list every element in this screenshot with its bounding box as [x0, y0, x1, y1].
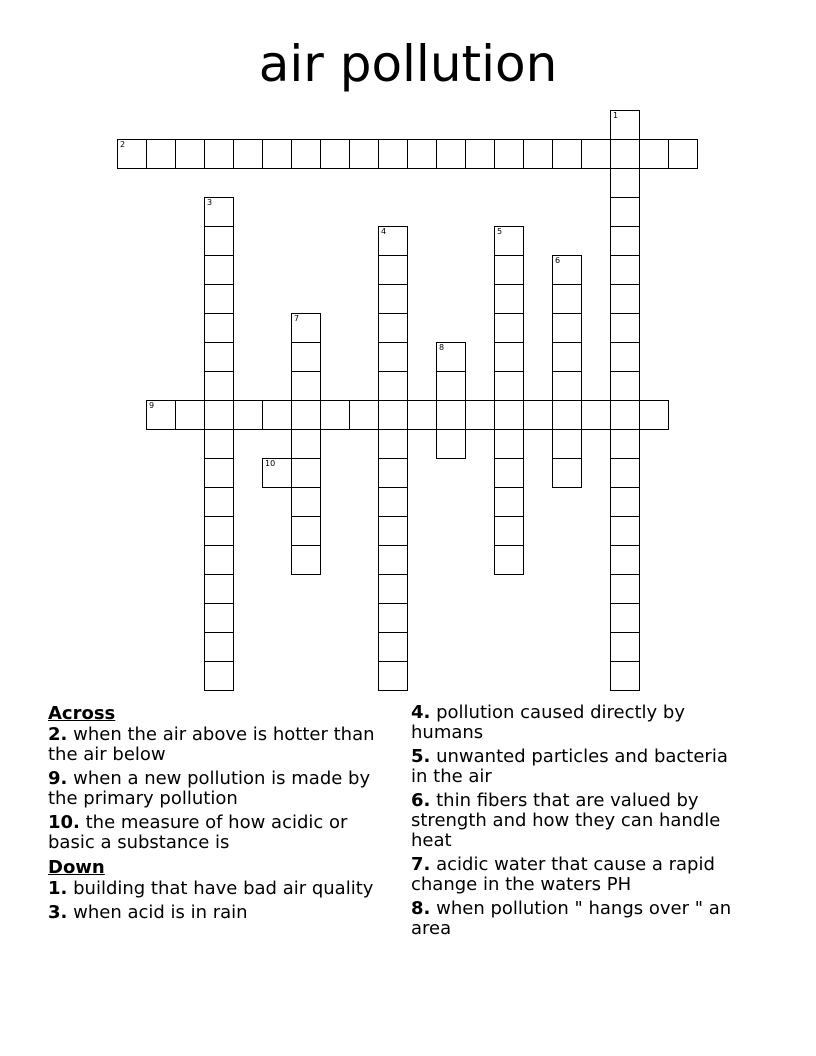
grid-cell[interactable] — [610, 458, 640, 488]
grid-cell[interactable] — [117, 139, 147, 169]
grid-cell[interactable] — [494, 255, 524, 285]
grid-cell[interactable] — [610, 632, 640, 662]
grid-cell[interactable] — [552, 458, 582, 488]
clue-text: thin fibers that are valued by strength and how they can handle heat — [411, 790, 721, 851]
grid-cell[interactable] — [204, 139, 234, 169]
grid-cell[interactable] — [494, 458, 524, 488]
grid-cell[interactable] — [291, 487, 321, 517]
grid-cell[interactable] — [610, 255, 640, 285]
grid-cell[interactable] — [610, 342, 640, 372]
clue-text: acidic water that cause a rapid change in the waters PH — [411, 854, 715, 895]
grid-cell[interactable] — [204, 197, 234, 227]
grid-cell[interactable] — [610, 429, 640, 459]
grid-cell[interactable] — [552, 139, 582, 169]
grid-cell[interactable] — [610, 516, 640, 546]
grid-cell[interactable] — [378, 487, 408, 517]
grid-cell[interactable] — [465, 139, 495, 169]
clue-across-2 — [48, 725, 378, 765]
grid-cell[interactable] — [204, 342, 234, 372]
grid-cell[interactable] — [610, 168, 640, 198]
grid-cell[interactable] — [204, 284, 234, 314]
grid-cell[interactable] — [552, 313, 582, 343]
cell-number: 5 — [497, 227, 503, 236]
grid-cell[interactable] — [378, 342, 408, 372]
grid-cell[interactable] — [204, 574, 234, 604]
down-heading: Down — [48, 857, 105, 878]
grid-cell[interactable] — [204, 516, 234, 546]
grid-cell[interactable] — [204, 458, 234, 488]
clue-down-4 — [411, 703, 741, 743]
grid-cell[interactable] — [146, 139, 176, 169]
clue-number: 6. — [411, 790, 431, 811]
grid-cell[interactable] — [407, 139, 437, 169]
grid-cell[interactable] — [378, 545, 408, 575]
grid-cell[interactable] — [320, 400, 350, 430]
puzzle-title: air pollution — [258, 35, 558, 93]
grid-cell[interactable] — [494, 487, 524, 517]
grid-cell[interactable] — [204, 226, 234, 256]
grid-cell[interactable] — [523, 139, 553, 169]
clue-number: 10. — [48, 812, 80, 833]
grid-cell[interactable] — [494, 545, 524, 575]
grid-cell[interactable] — [552, 342, 582, 372]
grid-cell[interactable] — [610, 197, 640, 227]
grid-cell[interactable] — [436, 400, 466, 430]
grid-cell[interactable] — [378, 661, 408, 691]
grid-cell[interactable] — [378, 371, 408, 401]
grid-cell[interactable] — [552, 429, 582, 459]
grid-cell[interactable] — [204, 661, 234, 691]
grid-cell[interactable] — [610, 371, 640, 401]
grid-cell[interactable] — [494, 313, 524, 343]
grid-cell[interactable] — [610, 400, 640, 430]
clue-text: pollution caused directly by humans — [411, 702, 686, 743]
cell-number: 4 — [381, 227, 387, 236]
grid-cell[interactable] — [291, 400, 321, 430]
grid-cell[interactable] — [610, 284, 640, 314]
grid-cell[interactable] — [494, 400, 524, 430]
cell-number: 3 — [207, 198, 213, 207]
grid-cell[interactable] — [262, 458, 292, 488]
grid-cell[interactable] — [378, 313, 408, 343]
grid-cell[interactable] — [436, 139, 466, 169]
grid-cell[interactable] — [436, 429, 466, 459]
clue-number: 1. — [48, 878, 68, 899]
grid-cell[interactable] — [233, 139, 263, 169]
clue-number: 2. — [48, 724, 68, 745]
grid-cell[interactable] — [378, 400, 408, 430]
grid-cell[interactable] — [610, 661, 640, 691]
cell-number: 2 — [120, 140, 126, 149]
grid-cell[interactable] — [378, 139, 408, 169]
across-heading: Across — [48, 703, 116, 724]
grid-cell[interactable] — [639, 400, 669, 430]
clue-across-9 — [48, 769, 378, 809]
grid-cell[interactable] — [291, 371, 321, 401]
grid-cell[interactable] — [552, 400, 582, 430]
grid-cell[interactable] — [349, 139, 379, 169]
clue-text: building that have bad air quality — [73, 878, 374, 899]
grid-cell[interactable] — [204, 400, 234, 430]
grid-cell[interactable] — [291, 458, 321, 488]
grid-cell[interactable] — [668, 139, 698, 169]
clue-down-1 — [48, 879, 378, 899]
clue-across-10 — [48, 813, 378, 853]
grid-cell[interactable] — [378, 226, 408, 256]
grid-cell[interactable] — [494, 284, 524, 314]
grid-cell[interactable] — [610, 226, 640, 256]
cell-number: 8 — [439, 343, 445, 352]
grid-cell[interactable] — [378, 574, 408, 604]
clue-down-3 — [48, 903, 378, 923]
grid-cell[interactable] — [291, 139, 321, 169]
grid-cell[interactable] — [610, 487, 640, 517]
grid-cell[interactable] — [494, 139, 524, 169]
grid-cell[interactable] — [320, 139, 350, 169]
grid-cell[interactable] — [378, 458, 408, 488]
grid-cell[interactable] — [204, 545, 234, 575]
grid-cell[interactable] — [610, 574, 640, 604]
grid-cell[interactable] — [581, 139, 611, 169]
grid-cell[interactable] — [233, 400, 263, 430]
clue-number: 3. — [48, 902, 68, 923]
grid-cell[interactable] — [610, 603, 640, 633]
clue-number: 8. — [411, 898, 431, 919]
grid-cell[interactable] — [291, 342, 321, 372]
clue-text: when the air above is hotter than the air below — [48, 724, 375, 765]
grid-cell[interactable] — [494, 226, 524, 256]
grid-cell[interactable] — [523, 400, 553, 430]
grid-cell[interactable] — [204, 632, 234, 662]
grid-cell[interactable] — [610, 139, 640, 169]
grid-cell[interactable] — [552, 371, 582, 401]
grid-cell[interactable] — [291, 516, 321, 546]
cell-number: 1 — [613, 111, 619, 120]
clue-text: the measure of how acidic or basic a substance is — [48, 812, 348, 853]
clue-down-8 — [411, 899, 741, 939]
grid-cell[interactable] — [204, 603, 234, 633]
clue-down-5 — [411, 747, 741, 787]
clue-number: 4. — [411, 702, 431, 723]
cell-number: 10 — [265, 459, 276, 468]
grid-cell[interactable] — [204, 313, 234, 343]
grid-cell[interactable] — [407, 400, 437, 430]
grid-cell[interactable] — [204, 255, 234, 285]
clue-text: when pollution " hangs over " an area — [411, 898, 732, 939]
grid-cell[interactable] — [204, 429, 234, 459]
grid-cell[interactable] — [494, 371, 524, 401]
grid-cell[interactable] — [610, 545, 640, 575]
grid-cell[interactable] — [378, 603, 408, 633]
grid-cell[interactable] — [378, 255, 408, 285]
grid-cell[interactable] — [581, 400, 611, 430]
clue-text: unwanted particles and bacteria in the air — [411, 746, 728, 787]
clues-right-column — [411, 703, 741, 943]
grid-cell[interactable] — [204, 487, 234, 517]
grid-cell[interactable] — [175, 139, 205, 169]
grid-cell[interactable] — [639, 139, 669, 169]
cell-number: 7 — [294, 314, 300, 323]
grid-cell[interactable] — [378, 516, 408, 546]
grid-cell[interactable] — [146, 400, 176, 430]
clues-left-column — [48, 703, 378, 927]
grid-cell[interactable] — [262, 400, 292, 430]
grid-cell[interactable] — [610, 313, 640, 343]
grid-cell[interactable] — [610, 110, 640, 140]
clue-down-7 — [411, 855, 741, 895]
grid-cell[interactable] — [378, 429, 408, 459]
grid-cell[interactable] — [465, 400, 495, 430]
clue-text: when acid is in rain — [73, 902, 248, 923]
grid-cell[interactable] — [291, 545, 321, 575]
grid-cell[interactable] — [291, 429, 321, 459]
grid-cell[interactable] — [378, 632, 408, 662]
grid-cell[interactable] — [378, 284, 408, 314]
grid-cell[interactable] — [552, 284, 582, 314]
grid-cell[interactable] — [494, 516, 524, 546]
clue-number: 5. — [411, 746, 431, 767]
cell-number: 6 — [555, 256, 561, 265]
grid-cell[interactable] — [494, 429, 524, 459]
grid-cell[interactable] — [291, 313, 321, 343]
clue-number: 9. — [48, 768, 68, 789]
grid-cell[interactable] — [436, 371, 466, 401]
cell-number: 9 — [149, 401, 155, 410]
grid-cell[interactable] — [552, 255, 582, 285]
grid-cell[interactable] — [349, 400, 379, 430]
clue-down-6 — [411, 791, 741, 851]
grid-cell[interactable] — [175, 400, 205, 430]
clue-text: when a new pollution is made by the primary pollution — [48, 768, 371, 809]
grid-cell[interactable] — [494, 342, 524, 372]
grid-cell[interactable] — [436, 342, 466, 372]
grid-cell[interactable] — [262, 139, 292, 169]
clue-number: 7. — [411, 854, 431, 875]
grid-cell[interactable] — [204, 371, 234, 401]
